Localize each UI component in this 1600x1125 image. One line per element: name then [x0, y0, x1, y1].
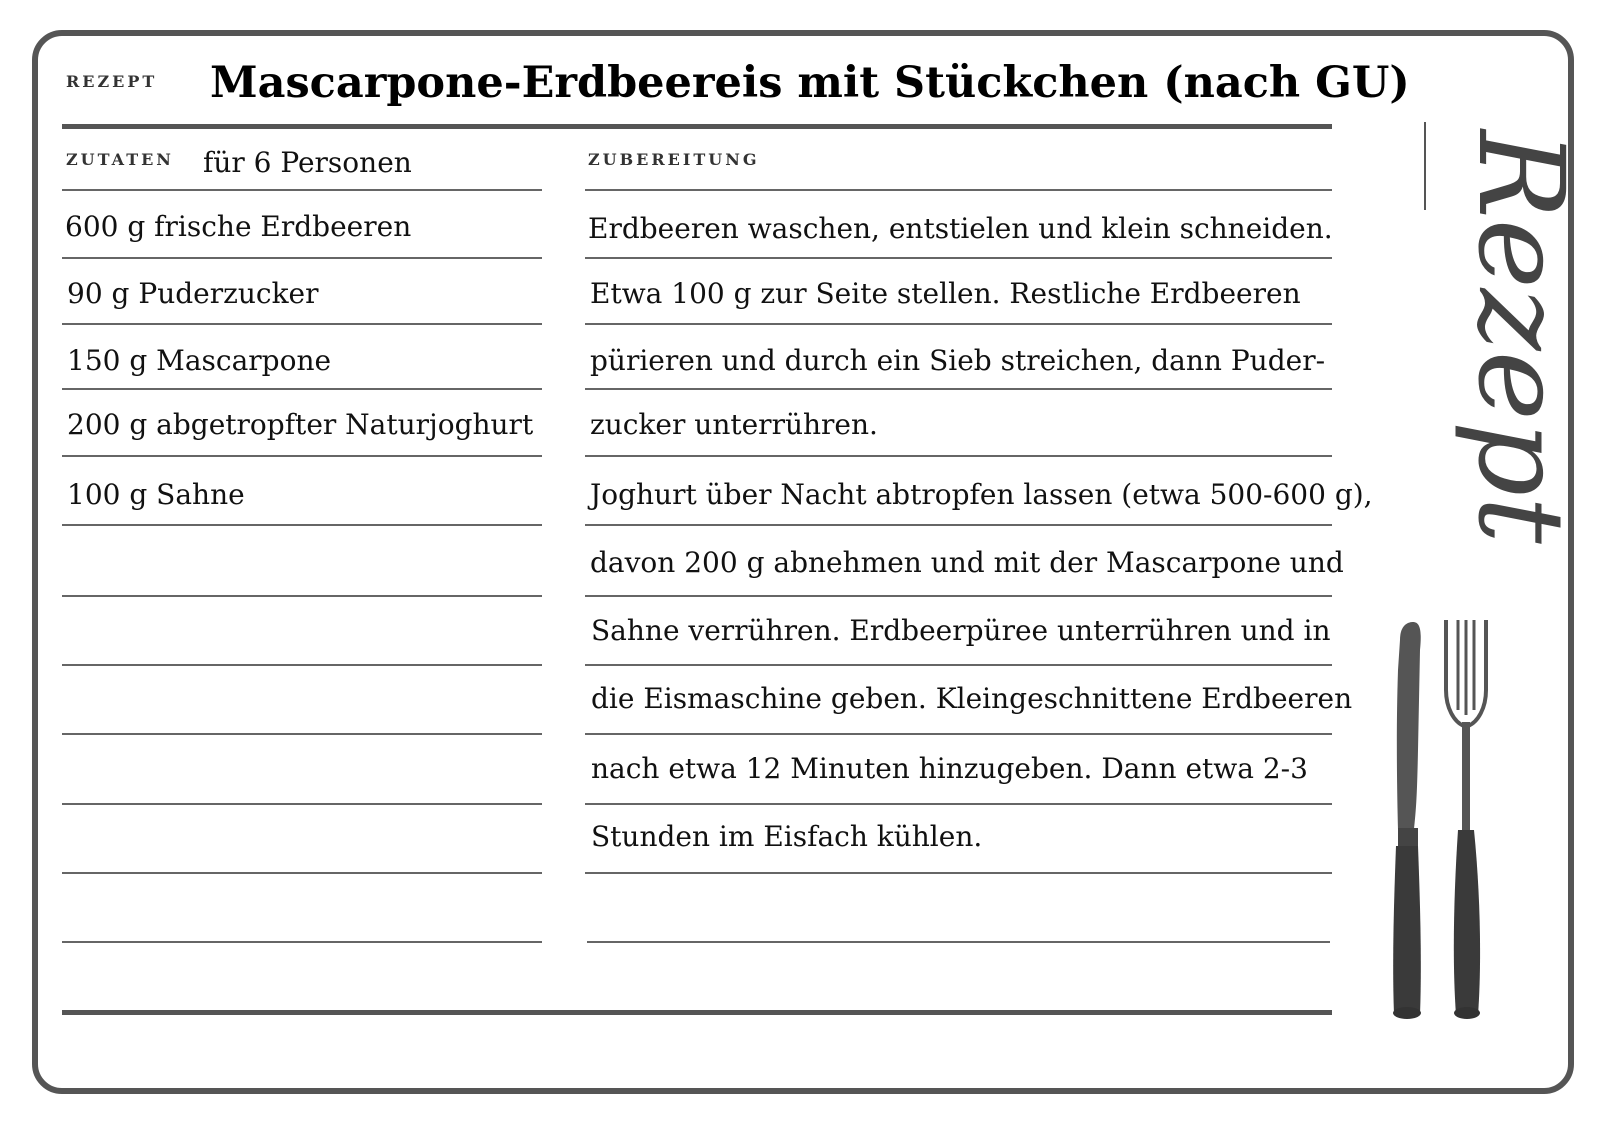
ingredient-rule — [62, 733, 542, 735]
preparation-rule — [587, 941, 1330, 943]
preparation-rule — [585, 257, 1332, 259]
knife-icon — [1393, 622, 1421, 1019]
preparation-line: pürieren und durch ein Sieb streichen, dann Puder- — [590, 344, 1326, 377]
ingredient-rule — [62, 388, 542, 390]
ingredient-item: 150 g Mascarpone — [67, 344, 332, 377]
rezept-script-text: Rezept — [1452, 130, 1590, 544]
header-kicker: REZEPT — [66, 72, 158, 91]
ingredient-rule — [62, 595, 542, 597]
title-divider — [62, 124, 1332, 129]
preparation-line: Stunden im Eisfach kühlen. — [591, 820, 983, 853]
preparation-rule — [585, 388, 1332, 390]
preparation-rule — [585, 323, 1332, 325]
preparation-rule — [585, 524, 1332, 526]
preparation-line: die Eismaschine geben. Kleingeschnittene Erdbeeren — [591, 682, 1353, 715]
preparation-label: ZUBEREITUNG — [588, 150, 760, 169]
preparation-line: Erdbeeren waschen, entstielen und klein schneiden. — [588, 212, 1333, 245]
servings: für 6 Personen — [203, 146, 412, 179]
preparation-rule — [585, 189, 1332, 191]
ingredient-item: 600 g frische Erdbeeren — [65, 210, 412, 243]
preparation-line: zucker unterrühren. — [590, 408, 878, 441]
ingredient-rule — [62, 323, 542, 325]
decorative-column — [1380, 110, 1590, 1050]
ingredient-rule — [62, 872, 542, 874]
preparation-line: Sahne verrühren. Erdbeerpüree unterrühren und in — [591, 614, 1331, 647]
preparation-rule — [585, 595, 1332, 597]
preparation-line: Joghurt über Nacht abtropfen lassen (etwa 500-600 g), — [590, 478, 1373, 511]
ingredient-rule — [62, 189, 542, 191]
ingredients-label: ZUTATEN — [66, 150, 174, 169]
ingredient-rule — [62, 524, 542, 526]
preparation-rule — [585, 872, 1332, 874]
preparation-line: nach etwa 12 Minuten hinzugeben. Dann etwa 2-3 — [591, 752, 1308, 785]
preparation-line: davon 200 g abnehmen und mit der Mascarpone und — [590, 546, 1344, 579]
fork-icon — [1446, 620, 1486, 1019]
preparation-rule — [585, 455, 1332, 457]
preparation-line: Etwa 100 g zur Seite stellen. Restliche Erdbeeren — [590, 277, 1301, 310]
ingredient-rule — [62, 803, 542, 805]
ingredient-item: 200 g abgetropfter Naturjoghurt — [67, 408, 534, 441]
bottom-divider — [62, 1010, 1332, 1015]
ingredient-rule — [62, 664, 542, 666]
ingredient-item: 100 g Sahne — [67, 478, 245, 511]
preparation-rule — [585, 733, 1332, 735]
preparation-rule — [585, 664, 1332, 666]
preparation-rule — [585, 803, 1332, 805]
recipe-title: Mascarpone-Erdbeereis mit Stückchen (nach GU) — [210, 58, 1410, 108]
ingredient-item: 90 g Puderzucker — [67, 277, 319, 310]
ingredient-rule — [62, 941, 542, 943]
ingredient-rule — [62, 257, 542, 259]
ingredient-rule — [62, 455, 542, 457]
rezept-script-logo — [1425, 122, 1590, 544]
